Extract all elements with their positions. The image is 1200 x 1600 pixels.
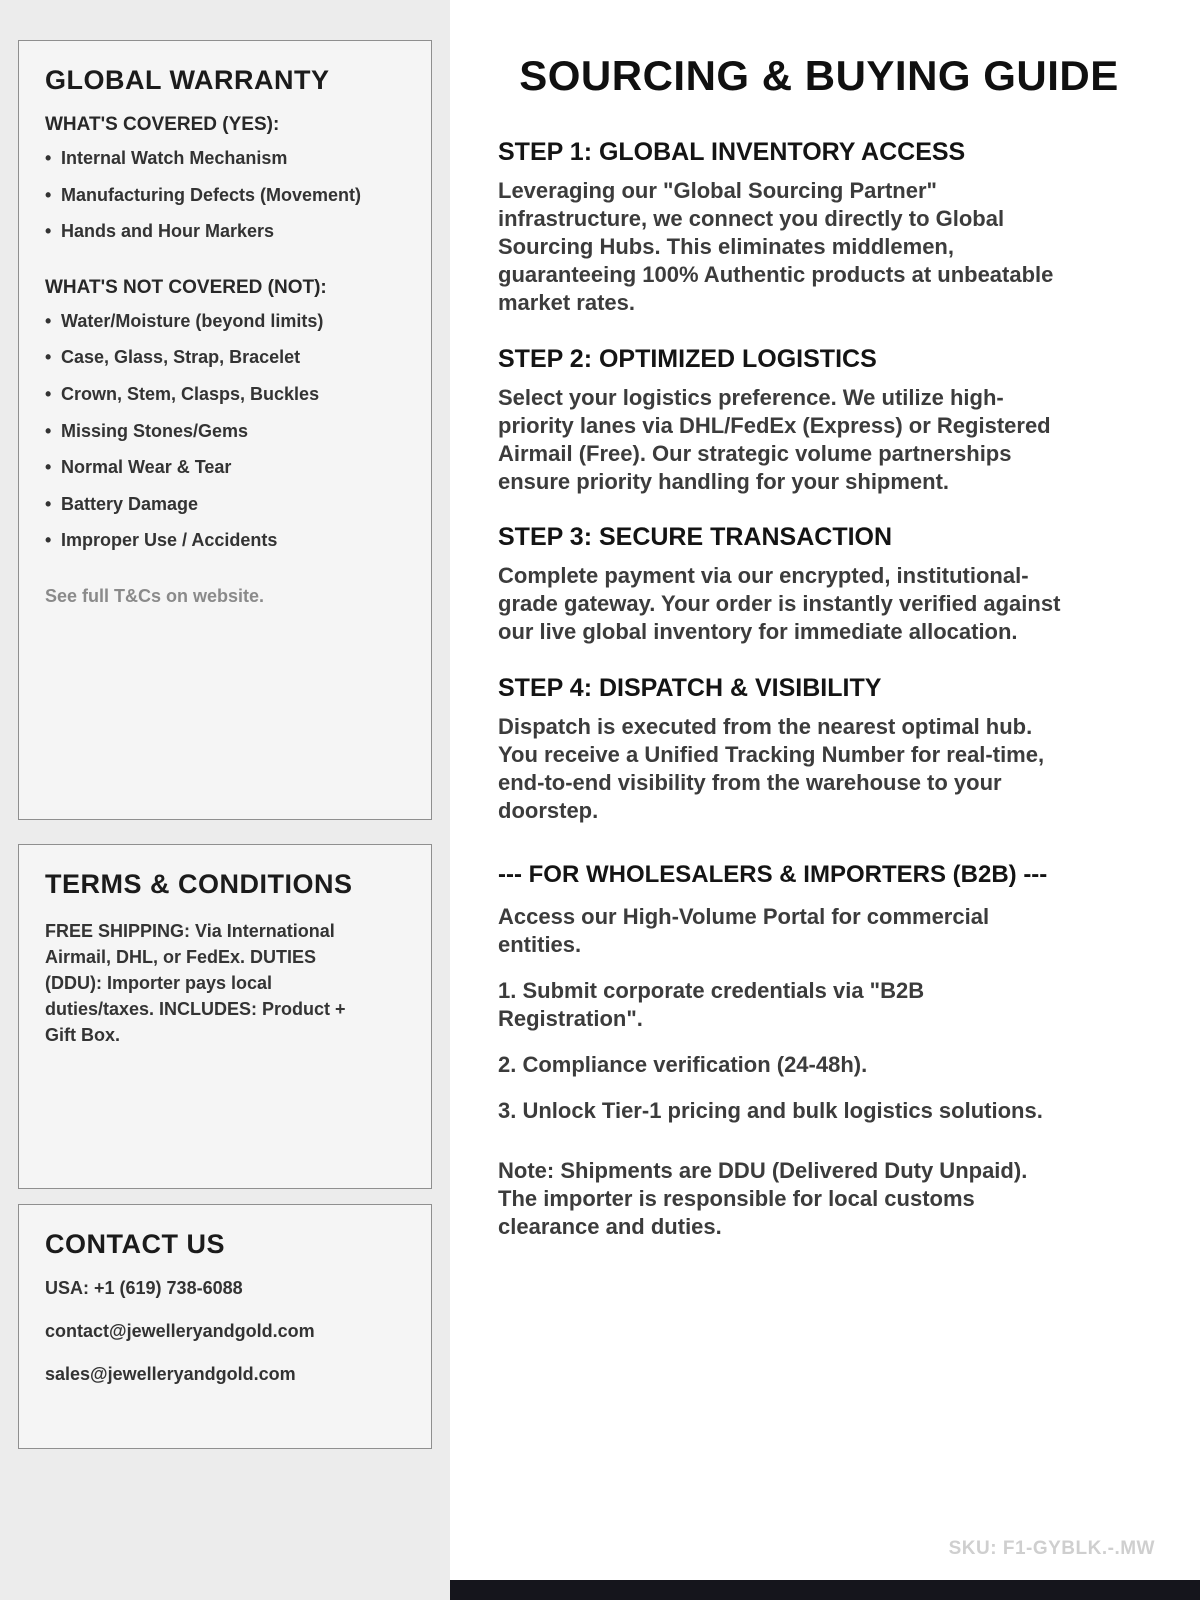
warranty-title: GLOBAL WARRANTY (45, 65, 330, 95)
contact-email-sales: sales@jewelleryandgold.com (45, 1364, 296, 1384)
step-3-body: Complete payment via our encrypted, institutional-grade gateway. Your order is instantly verified against our live global inventory for immediate allocation. (498, 563, 1061, 645)
step-4-heading: STEP 4: DISPATCH & VISIBILITY (498, 674, 882, 703)
step-1-body: Leveraging our "Global Sourcing Partner" infrastructure, we connect you directly to Global Sourcing Hubs. This eliminates middlemen, guaranteeing 100% Authentic products at unbeatable market rates. (498, 178, 1054, 315)
contact-panel (18, 1204, 432, 1449)
page-title: SOURCING & BUYING GUIDE (519, 52, 1119, 99)
sidebar (0, 0, 450, 1600)
b2b-intro: Access our High-Volume Portal for commercial entities. (498, 904, 990, 957)
step-2-heading: STEP 2: OPTIMIZED LOGISTICS (498, 344, 877, 373)
step-4-section (498, 674, 1140, 825)
covered-list (45, 148, 405, 243)
b2b-section (498, 861, 1140, 1240)
b2b-step-1: 1. Submit corporate credentials via "B2B Registration". (498, 977, 925, 1031)
step-3-heading: STEP 3: SECURE TRANSACTION (498, 523, 893, 552)
list-item: • Normal Wear & Tear (45, 457, 405, 479)
list-item: • Water/Moisture (beyond limits) (45, 311, 405, 333)
list-item: • Manufacturing Defects (Movement) (45, 185, 405, 207)
not-covered-list (45, 311, 405, 552)
step-3-section (498, 523, 1140, 646)
contact-email-primary: contact@jewelleryandgold.com (45, 1321, 315, 1341)
sku-label: SKU: F1-GYBLK.-.MW (948, 1538, 1155, 1559)
contact-title: CONTACT US (45, 1229, 225, 1259)
main-content (450, 0, 1200, 1600)
not-covered-heading: WHAT'S NOT COVERED (NOT): (45, 276, 327, 298)
step-1-heading: STEP 1: GLOBAL INVENTORY ACCESS (498, 138, 966, 166)
b2b-note: Note: Shipments are DDU (Delivered Duty Unpaid). The importer is responsible for local customs clearance and duties. (498, 1157, 1028, 1239)
warranty-panel (18, 40, 432, 820)
step-4-body: Dispatch is executed from the nearest optimal hub. You receive a Unified Tracking Number for real-time, end-to-end visibility from the warehouse to your doorstep. (498, 714, 1045, 824)
list-item: • Hands and Hour Markers (45, 221, 405, 243)
terms-body: FREE SHIPPING: Via International Airmail, DHL, or FedEx. DUTIES (DDU): Importer pays local duties/taxes. INCLUDES: Product + Gift Box. (45, 921, 346, 1046)
list-item: • Crown, Stem, Clasps, Buckles (45, 384, 405, 406)
b2b-heading: --- FOR WHOLESALERS & IMPORTERS (B2B) --- (498, 861, 1048, 888)
list-item: • Improper Use / Accidents (45, 530, 405, 552)
bottom-bar (450, 1580, 1200, 1600)
contact-phone: USA: +1 (619) 738-6088 (45, 1278, 243, 1298)
list-item: • Missing Stones/Gems (45, 421, 405, 443)
list-item: • Case, Glass, Strap, Bracelet (45, 347, 405, 369)
covered-heading: WHAT'S COVERED (YES): (45, 114, 280, 135)
step-2-section (498, 345, 1140, 496)
step-2-body: Select your logistics preference. We utilize high-priority lanes via DHL/FedEx (Express) or Registered Airmail (Free). Our strategic volume partnerships ensure priority handling for your shipment. (498, 384, 1051, 494)
step-1-section (498, 138, 1140, 317)
warranty-footnote: See full T&Cs on website. (45, 585, 265, 606)
b2b-step-3: 3. Unlock Tier-1 pricing and bulk logistics solutions. (498, 1097, 1043, 1123)
b2b-step-2: 2. Compliance verification (24-48h). (498, 1051, 868, 1077)
list-item: • Internal Watch Mechanism (45, 148, 405, 170)
terms-panel (18, 844, 432, 1189)
terms-title: TERMS & CONDITIONS (45, 869, 353, 899)
list-item: • Battery Damage (45, 494, 405, 516)
